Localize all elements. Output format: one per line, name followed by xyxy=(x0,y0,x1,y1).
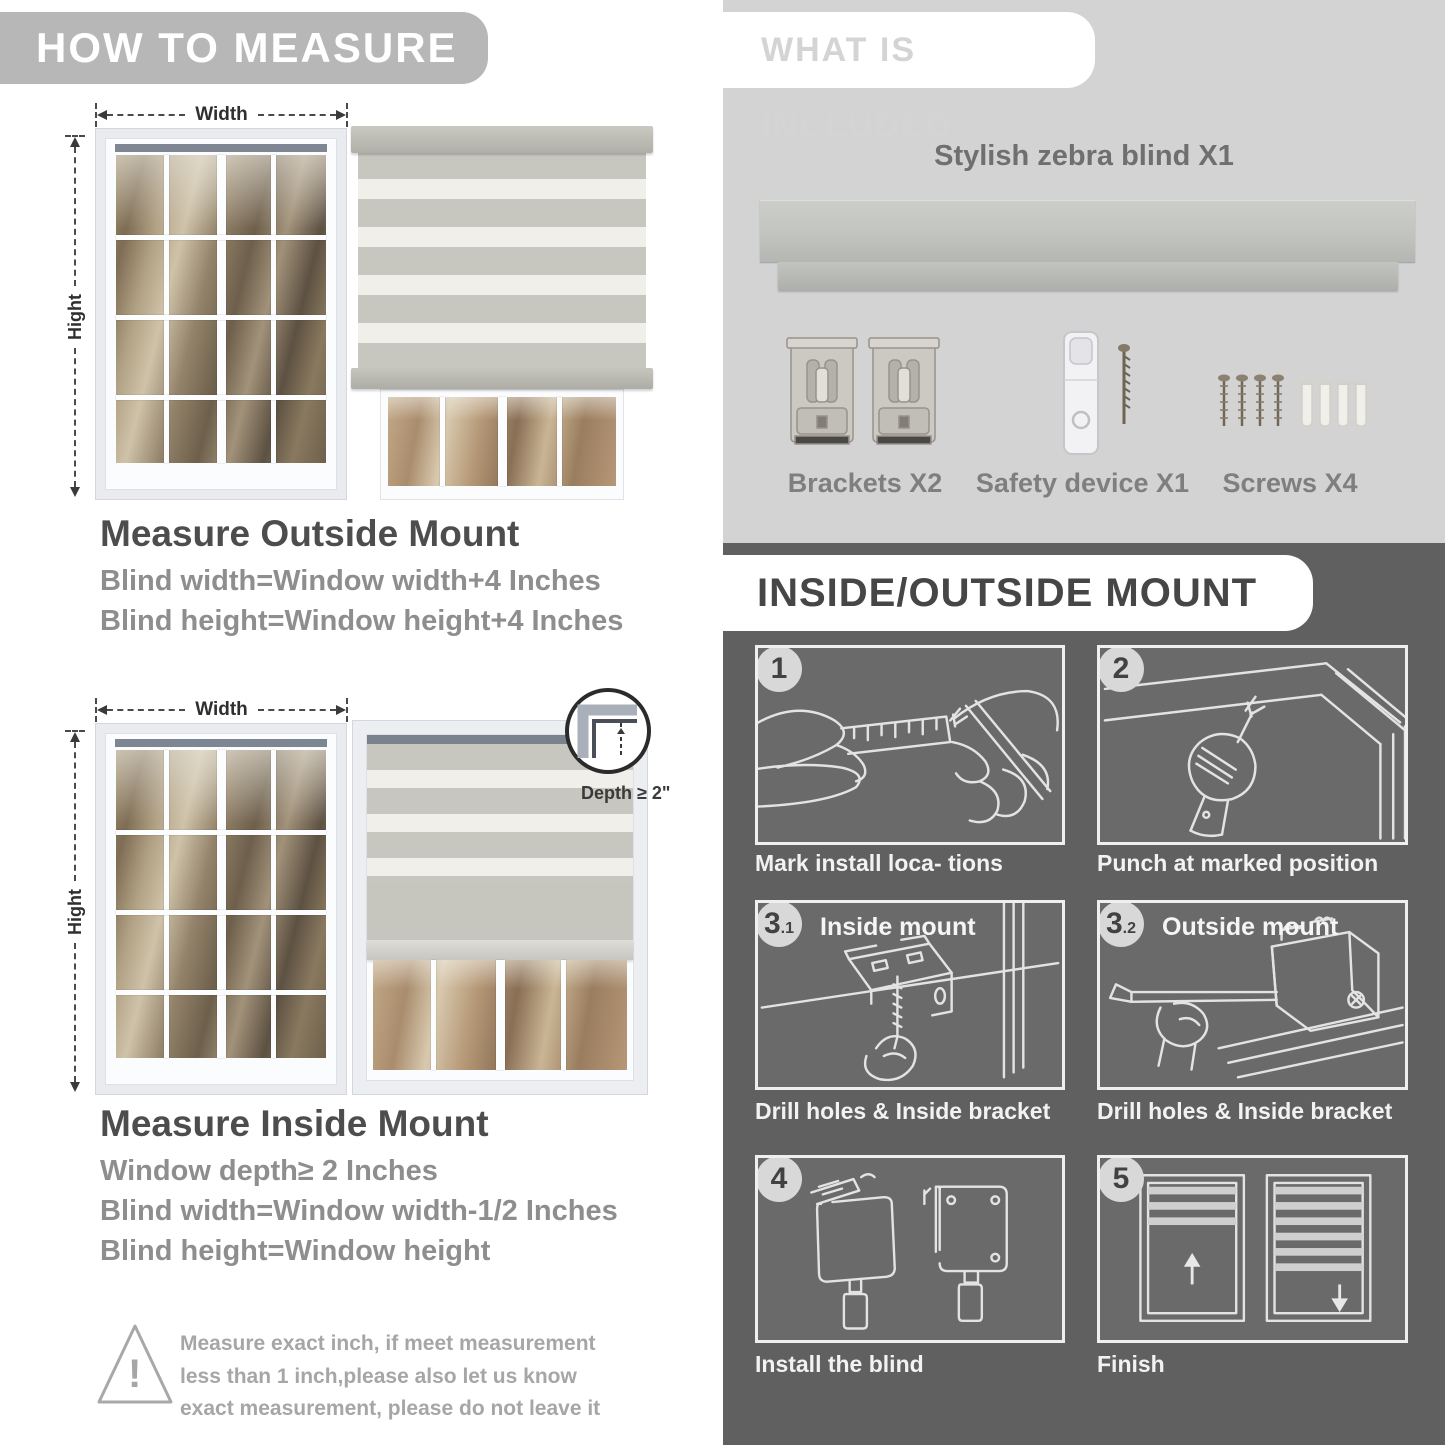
step-panel-2 xyxy=(1097,645,1408,845)
window-behind-blind xyxy=(380,389,624,500)
product-label: Stylish zebra blind X1 xyxy=(934,140,1234,172)
window-top-sash xyxy=(115,739,327,747)
step-caption-3-2: Drill holes & Inside bracket xyxy=(1097,1098,1393,1124)
inside-outside-mount-title: INSIDE/OUTSIDE MOUNT xyxy=(757,571,1258,615)
what-is-included-title: WHAT IS INCLUDED xyxy=(761,31,953,145)
arrow-down-icon xyxy=(70,487,80,497)
inside-depth-formula: Window depth≥ 2 Inches xyxy=(100,1155,438,1187)
window-illustration xyxy=(95,723,347,1095)
step-number-badge: 4 xyxy=(756,1156,802,1202)
step-number-badge: 3 .1 xyxy=(756,901,802,947)
window-illustration xyxy=(95,128,347,500)
height-measure xyxy=(62,135,88,497)
outside-mount-window-figure xyxy=(60,103,350,500)
inside-width-formula: Blind width=Window width-1/2 Inches xyxy=(100,1195,618,1227)
arrow-right-icon xyxy=(336,110,346,120)
finish-sketch xyxy=(1100,1158,1405,1340)
outside-height-formula: Blind height=Window height+4 Inches xyxy=(100,605,624,637)
height-measure xyxy=(62,730,88,1092)
step-number-badge: 3 .2 xyxy=(1098,901,1144,947)
blind-valance xyxy=(351,126,653,153)
inside-mount-heading: Measure Inside Mount xyxy=(100,1103,489,1144)
width-measure xyxy=(95,103,348,127)
blind-headrail-photo xyxy=(760,200,1415,262)
inside-mount-window-figure xyxy=(60,698,350,1095)
window-glass xyxy=(116,155,326,463)
arrow-up-icon xyxy=(70,137,80,147)
height-label: Hight xyxy=(64,294,85,340)
inside-mount-blind-figure xyxy=(352,720,671,1095)
step-caption-1: Mark install loca- tions xyxy=(755,850,1003,876)
brackets-illustration xyxy=(783,332,943,460)
step-panel-3-1 xyxy=(755,900,1065,1090)
arrow-left-icon xyxy=(97,110,107,120)
blind-headrail-lip xyxy=(778,262,1398,290)
window-corner-detail xyxy=(569,692,647,770)
window-glass xyxy=(373,960,627,1070)
exclamation-mark: ! xyxy=(128,1352,142,1396)
measurement-warning-text: Measure exact inch, if meet measurement less than 1 inch,please also let us know exact measurement, please do not leave it xyxy=(180,1332,601,1421)
arrow-right-icon xyxy=(336,705,346,715)
outside-mount-blind-figure xyxy=(358,126,646,500)
depth-callout-label: Depth ≥ 2" xyxy=(581,783,671,803)
step-title: Inside mount xyxy=(820,913,976,941)
safety-device-illustration xyxy=(1040,328,1150,460)
measure-tick xyxy=(346,103,348,127)
step-number-badge: 1 xyxy=(756,646,802,692)
step-panel-3-2 xyxy=(1097,900,1408,1090)
blind-bottom-rail xyxy=(351,368,653,389)
zebra-blind-fabric xyxy=(358,151,646,368)
step-caption-3-1: Drill holes & Inside bracket xyxy=(755,1098,1051,1124)
step-title: Outside mount xyxy=(1162,913,1339,941)
how-to-measure-title: HOW TO MEASURE xyxy=(36,24,458,71)
step-number-badge: 5 xyxy=(1098,1156,1144,1202)
arrow-left-icon xyxy=(97,705,107,715)
width-measure xyxy=(95,698,348,722)
arrow-down-icon xyxy=(70,1082,80,1092)
inside-height-formula: Blind height=Window height xyxy=(100,1235,491,1267)
window-glass xyxy=(116,750,326,1058)
depth-callout-circle xyxy=(565,688,651,774)
how-to-measure-banner xyxy=(0,12,488,84)
width-label: Width xyxy=(195,699,248,720)
step-panel-5 xyxy=(1097,1155,1408,1343)
screws-label: Screws X4 xyxy=(1222,468,1358,498)
outside-width-formula: Blind width=Window width+4 Inches xyxy=(100,565,601,597)
mark-locations-sketch xyxy=(758,648,1062,842)
step-panel-1 xyxy=(755,645,1065,845)
step-panel-4 xyxy=(755,1155,1065,1343)
arrow-up-icon xyxy=(70,732,80,742)
screws-illustration xyxy=(1212,370,1370,432)
safety-device-label: Safety device X1 xyxy=(975,468,1190,498)
outside-mount-heading: Measure Outside Mount xyxy=(100,513,520,554)
step-number-badge: 2 xyxy=(1098,646,1144,692)
what-is-included-banner xyxy=(723,12,1095,145)
brackets-label: Brackets X2 xyxy=(787,468,943,498)
step-caption-2: Punch at marked position xyxy=(1097,850,1379,876)
warning-triangle-icon xyxy=(95,1318,175,1410)
inside-outside-mount-banner xyxy=(723,555,1313,631)
step-caption-5: Finish xyxy=(1097,1351,1165,1377)
zebra-blind-closed-section xyxy=(367,882,633,940)
width-label: Width xyxy=(195,104,248,125)
window-top-sash xyxy=(115,144,327,152)
drill-sketch xyxy=(1100,648,1405,842)
blind-bottom-rail xyxy=(367,940,633,960)
height-label: Hight xyxy=(64,889,85,935)
step-caption-4: Install the blind xyxy=(755,1351,924,1377)
install-blind-sketch xyxy=(758,1158,1062,1340)
